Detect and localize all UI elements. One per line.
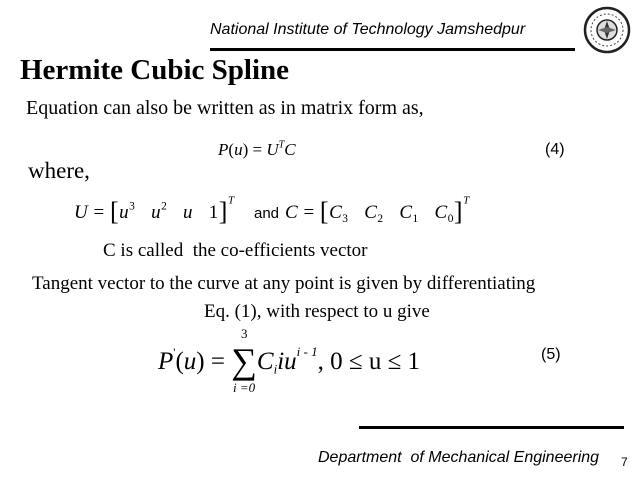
tangent-text-line-2: Eq. (1), with respect to u give [204,301,430,322]
institute-name: National Institute of Technology Jamshedpur [210,21,526,38]
intro-text: Equation can also be written as in matrix form as, [26,97,424,119]
department-name: Department of Mechanical Engineering [318,449,600,466]
institute-logo [583,6,631,54]
slide-title: Hermite Cubic Spline [20,54,290,86]
tangent-text-line-1: Tangent vector to the curve at any point is given by differentiating [32,273,536,294]
coefficients-note: C is called the co-efficients vector [103,240,368,261]
sum-upper-limit: 3 [241,326,248,341]
equation-5: $P'(u) = \sum C_iiu^{i - 1}$, 0 ≤ u ≤ 1 [158,341,421,381]
and-label: and [254,205,280,222]
page-number: 7 [621,455,628,469]
emblem-icon [583,6,631,54]
equation-4-number: (4) [545,141,565,158]
u-vector-equation: $U = [u^3$ $u^2$ u 1]$^T$ [74,194,235,226]
header-rule [210,48,575,51]
equation-5-number: (5) [541,346,561,363]
equation-4: $P(u) = U^TC$ [218,139,296,159]
c-vector-equation: $C = [C_3$ $C_2$ $C_1$ $C_0]^T$ [285,194,470,226]
sum-lower-limit: i =0 [233,380,256,395]
where-label: where, [28,158,90,183]
sum-symbol: ∑ [231,341,257,381]
footer-rule [359,426,624,429]
